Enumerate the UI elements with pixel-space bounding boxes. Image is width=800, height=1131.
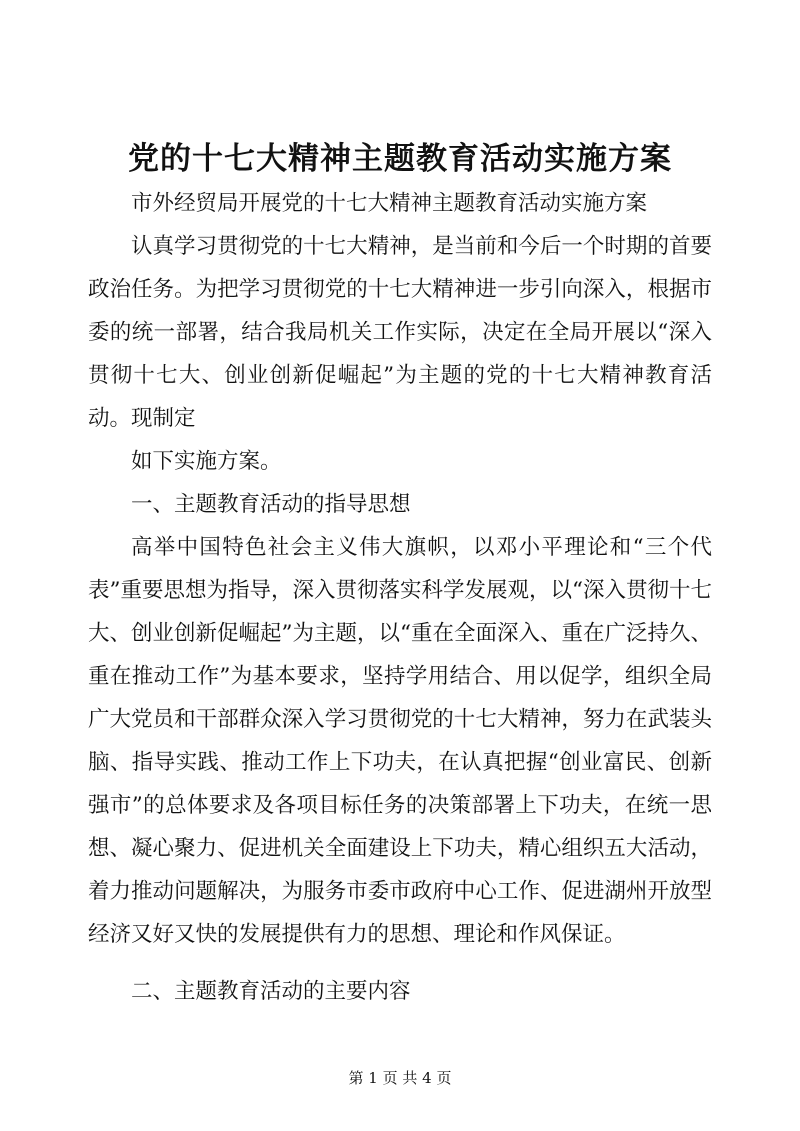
- paragraph-intro: 认真学习贯彻党的十七大精神，是当前和今后一个时期的首要政治任务。为把学习贯彻党的十七大精神进一步引向深入，根据市委的统一部署，结合我局机关工作实际，决定在全局开展以“深入贯彻十七大、创业创新促崛起”为主题的党的十七大精神教育活动。现制定: [88, 234, 712, 431]
- page-number-footer: 第 1 页 共 4 页: [348, 1069, 452, 1087]
- section-heading-guiding-thought: 一、主题教育活动的指导思想: [131, 492, 411, 517]
- document-title: 党的十七大精神主题教育活动实施方案: [128, 141, 672, 177]
- section-heading-main-content: 二、主题教育活动的主要内容: [131, 979, 411, 1004]
- document-body: [88, 182, 712, 1013]
- paragraph-intro-continued: 如下实施方案。: [131, 449, 282, 474]
- paragraph-subtitle: 市外经贸局开展党的十七大精神主题教育活动实施方案: [131, 191, 648, 216]
- paragraph-guiding-thought: 高举中国特色社会主义伟大旗帜，以邓小平理论和“三个代表”重要思想为指导，深入贯彻落实科学发展观，以“深入贯彻十七大、创业创新促崛起”为主题，以“重在全面深入、重在广泛持久、重在推动工作”为基本要求，坚持学用结合、用以促学，组织全局广大党员和干部群众深入学习贯彻党的十七大精神，努力在武装头脑、指导实践、推动工作上下功夫，在认真把握“创业富民、创新强市”的总体要求及各项目标任务的决策部署上下功夫，在统一思想、凝心聚力、促进机关全面建设上下功夫，精心组织五大活动，着力推动问题解决，为服务市委市政府中心工作、促进湖州开放型经济又好又快的发展提供有力的思想、理论和作风保证。: [88, 535, 712, 947]
